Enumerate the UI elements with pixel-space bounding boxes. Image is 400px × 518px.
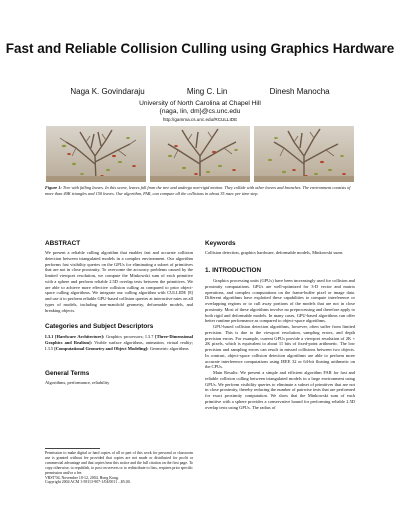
footnote-rule — [45, 448, 100, 449]
category-desc: Visible surface algorithms, animation, virtual reality; I.3.5 — [45, 339, 193, 351]
figure-panel-2 — [150, 126, 250, 182]
categories-text — [45, 334, 193, 351]
category-desc: Geometric algorithms — [148, 345, 189, 351]
figure-panel-3 — [254, 126, 354, 182]
introduction-heading: 1. INTRODUCTION — [205, 267, 262, 274]
author-name: Dinesh Manocha — [269, 87, 330, 96]
abstract-heading: ABSTRACT — [45, 240, 81, 247]
category-desc: Graphics processors; I.3.7 — [104, 334, 156, 339]
intro-paragraph: GPU-based collision detection algorithms, however, often suffer from limited precision. This is due to the viewport resolution, sampling errors, and depth precision errors. For example, current GPUs provide a viewport resolution of 2K × 2K pixels, which is equivalent to about 11 bits of fixed-point arithmetic. The low precision and sampling errors can result in missed collisions between two objects. In contrast, object-space collision detection algorithms are able to perform more accurate interference computations using IEEE 32 or 64-bit floating arithmetic on the CPUs. — [205, 324, 355, 370]
abstract-text: We present a reliable culling algorithm that enables fast and accurate collision detection between triangulated models in a complex environment. Our algorithm performs fast visibility queries on the GPUs for eliminating a subset of primitives that are not in close proximity. To overcome the accuracy problems caused by the limited viewport resolution, we compute the Minkowski sum of each primitive with a sphere and perform reliable 2.5D overlap tests between the primitives. We are able to achieve more effective collision culling as compared to prior object-space culling algorithms. We integrate our culling algorithm with CULLIDE [8] and use it to perform reliable GPU-based collision queries at interactive rates on all types of models, including non-manifold geometry, deformable models, and breaking objects. — [45, 250, 193, 313]
general-terms-heading: General Terms — [45, 370, 90, 377]
email: {naga, lin, dm}@cs.unc.edu — [159, 108, 241, 115]
general-terms-text: Algorithms, performance, reliability — [45, 380, 110, 385]
keywords-text: Collision detection, graphics hardware, deformable models, Minkowski sums — [205, 250, 343, 255]
introduction-body — [205, 278, 355, 410]
intro-paragraph: Graphics processing units (GPUs) have been increasingly used for collision and proximity computations. GPUs are well-optimized for 3-D vector and matrix operations, and complex computations on the frame-buffer pixel or image data. Different algorithms have exploited these capabilities to compute interference or overlapping regions or to cull away portions of the models that are not in close proximity. Most of these algorithms involve no preprocessing and therefore apply to both rigid and deformable models. In many cases, GPU-based algorithms can offer better runtime performance as compared to object-space algorithms. — [205, 278, 355, 324]
category-code: I.3.1 [Hardware Architecture]: — [45, 334, 105, 339]
intro-paragraph: Main Results: We present a simple and efficient algorithm FAR for fast and reliable collision culling between triangulated models in a large environment using GPUs. We perform visibility queries to eliminate a subset of primitives that are not in close proximity, thereby reducing the number of pairwise tests that are performed for exact proximity computation. We show that the Minkowski sum of each primitive with a sphere provides a conservative bound for performing reliable 2.5D overlap tests using GPUs. The radius of — [205, 370, 355, 410]
permission-notice — [45, 451, 193, 485]
author-name: Naga K. Govindaraju — [70, 87, 145, 96]
figure-panel-1 — [46, 126, 146, 182]
category-code: [Three-Dimensional Graphics and Realism]: — [45, 334, 193, 345]
institution: University of North Carolina at Chapel Hill — [139, 100, 261, 107]
permission-text: Permission to make digital or hard copies of all or part of this work for personal or classroom use is granted without fee provided that copies are not made or distributed for profit or commercial advantage and that copies bear this notice and the full citation on the first page. To copy otherwise, to republish, to post on servers or to redistribute to lists, requires prior specific permission and/or a fee. — [45, 451, 193, 475]
category-code: [Computational Geometry and Object Modeling]: — [54, 345, 149, 351]
teaser-figure — [46, 126, 354, 182]
author-list — [0, 87, 400, 96]
project-url: http://gamma.cs.unc.edu/RCULLIDE — [162, 117, 238, 122]
categories-heading: Categories and Subject Descriptors — [45, 323, 154, 330]
figure-caption — [45, 185, 355, 196]
venue-line: VRST'04, November 10-12, 2004, Hong Kong. — [45, 475, 119, 480]
paper-title: Fast and Reliable Collision Culling using Graphics Hardware — [5, 41, 395, 56]
copyright-line: Copyright 2004 ACM 1-58113-907-1/04/0011 ...$5.00. — [45, 480, 131, 485]
caption-text: Tree with falling leaves. In this scene, leaves fall from the tree and undergo non-rigid motion. They collide with other leaves and branches. The environment consists of more than 40K triangles and 150 leaves. Our algorithm, FAR, can compute all the collisions in about 35 msec per time step. — [45, 185, 351, 196]
author-name: Ming C. Lin — [186, 87, 228, 96]
caption-label: Figure 1: — [45, 185, 62, 190]
keywords-heading: Keywords — [205, 240, 236, 247]
affiliation — [0, 100, 400, 124]
